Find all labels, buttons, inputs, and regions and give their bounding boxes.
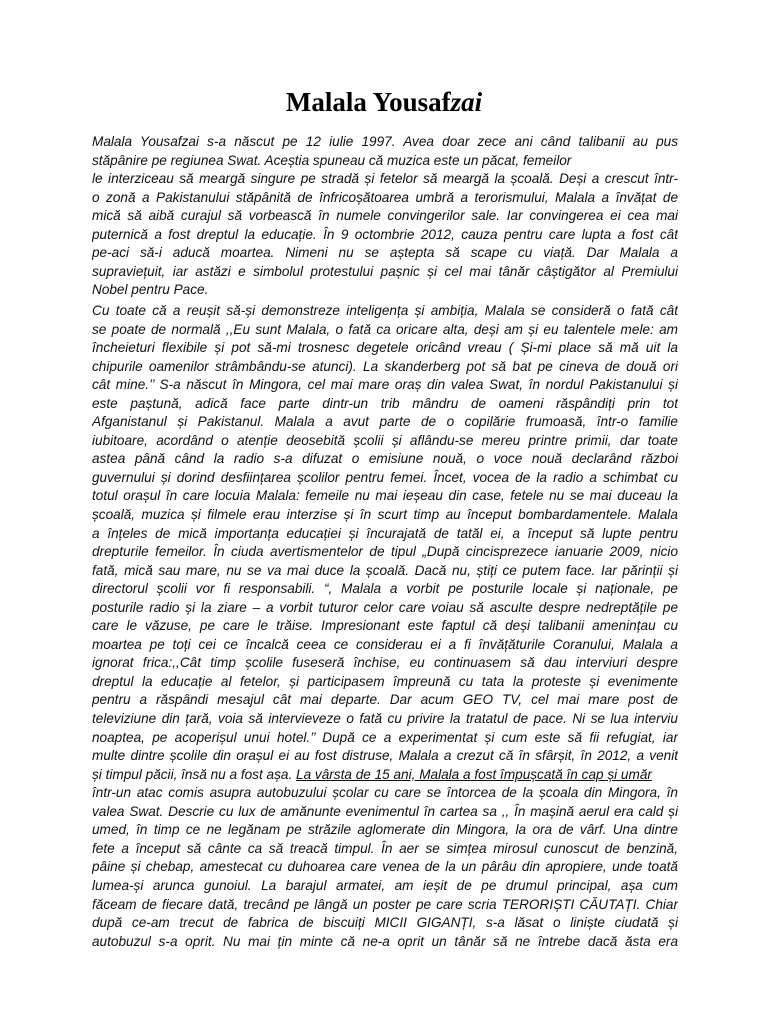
- text-line: valea Swat. Descrie cu lux de amănunte evenimentul în cartea sa ,, În mașină aerul era cald și: [92, 803, 678, 819]
- text-line: Malala Yousafzai s-a născut pe 12 iulie 1997. Avea doar zece ani când talibanii au pus: [92, 134, 678, 149]
- text-line: făceam de fiecare dată, trecând pe lângă un poster pe care scria TERORIȘTI CĂUTAȚI. Chiar: [92, 896, 678, 912]
- text-line: puternică a fost dreptul la educație. În 9 octombrie 2012, cauza pentru care lupta a fost cât: [92, 226, 678, 242]
- text-line: posturile radio și la ziare – a vorbit tuturor celor care voiau să asculte despre nedreptățile pe: [92, 599, 678, 615]
- text-line: stăpânire pe regiunea Swat. Aceștia spuneau că muzica este un păcat, femeilor: [92, 152, 572, 168]
- paragraph-2: [92, 302, 678, 951]
- text-line: care le văzuse, pe care le trăise. Impresionant este faptul că deși talibanii amenințau cu: [92, 618, 678, 634]
- text-line: le interziceau să meargă singure pe stradă și fetelor să meargă la școală. Deși a crescut într-: [92, 171, 678, 187]
- text-line: astea până când la radio s-a difuzat o emisiune nouă, o voce nouă declarând război: [92, 451, 678, 467]
- text-line: dreptul la educație al fetelor, și participasem împreună cu tata la proteste și evenimente: [92, 673, 678, 689]
- text-segment: și timpul păcii, însă nu a fost așa.: [92, 766, 297, 782]
- text-line: guvernului și dorind desființarea școlilor pentru femei. Încet, vocea de la radio a schimbat cu: [92, 469, 678, 485]
- text-line: umed, în timp ce ne legănam pe străzile aglomerate din Mingora, la ora de vârf. Una dintre: [92, 822, 678, 838]
- text-line: mică să aibă curajul să vorbească în numele convingerilor sale. Iar convingerea ei cea mai: [92, 208, 678, 224]
- title-main: Malala Yousaf: [285, 87, 451, 117]
- text-line: iubitoare, acordând o atenție deosebită școlii și aflându-se mereu printre primii, dar toate: [92, 432, 678, 448]
- underlined-text: La vârsta de 15 ani, Malala a fost împușcată în cap și umăr: [296, 766, 652, 782]
- text-line: încheieturi flexibile și pot să-mi trosnesc degetele oricând vreau ( Și-mi place să mă uit la: [92, 340, 678, 356]
- text-line: este paștună, adică face parte dintr-un trib mândru de oameni răspândiți prin tot: [92, 395, 678, 411]
- text-line: Cu toate că a reușit să-și demonstreze inteligența și ambiția, Malala se consideră o fată cât: [92, 303, 678, 318]
- text-line: după ce-am trecut de fabrica de biscuiți MICII GIGANȚI, s-a lăsat o liniște ciudată și: [92, 915, 678, 931]
- text-line: multe dintre școlile din orașul ei au fost distruse, Malala a crezut că în sfârșit, în 2012, a venit: [92, 748, 678, 764]
- text-line: televiziune din țară, voia să intervieveze o fată cu privire la tratatul de pace. Ni se lua interviu: [92, 711, 678, 727]
- text-line: autobuzul s-a oprit. Nu mai țin minte că ne-a oprit un tânăr să ne întrebe dacă ăsta era: [92, 933, 678, 949]
- text-line: se poate de normală ,,Eu sunt Malala, o fată ca oricare alta, deși am și eu talentele mele: am: [92, 321, 678, 337]
- text-line: într-un atac comis asupra autobuzului școlar cu care se întorcea de la școala din Mingora, în: [92, 785, 678, 801]
- text-line: o zonă a Pakistanului stăpânită de înfricoșătoarea umbră a terorismului, Malala a învățat de: [92, 189, 678, 205]
- paragraph-1: [92, 133, 678, 300]
- text-line: lumea-și arunca gunoiul. La barajul armatei, am ieșit de pe drumul principal, așa cum: [92, 877, 678, 893]
- text-line: Nobel pentru Pace.: [92, 282, 209, 298]
- text-line: școală, muzica și filmele erau interzise și în scurt timp au început bombardamentele. Malala: [92, 507, 678, 523]
- text-line: directorul școlii vor fi responsabili. “, Malala a vorbit pe posturile locale și naționale, pe: [92, 581, 678, 597]
- text-line: totul orașul în care locuia Malala: femeile nu mai ieșeau din case, fetele nu se mai duceau la: [92, 488, 678, 504]
- text-line: moartea pe toți cei ce încalcă ceea ce considerau ei a fi învățăturile Coranului, Malala a: [92, 636, 678, 652]
- text-line-with-underline: [92, 766, 678, 785]
- text-line: supraviețuit, iar astăzi e simbolul protestului pașnic și cel mai tânăr câștigător al Premiului: [92, 263, 678, 279]
- text-line: drepturile femeilor. În ciuda avertismentelor de tipul „După cincisprezece ianuarie 2009, nicio: [92, 544, 678, 560]
- text-line: Afganistanul și Pakistanul. Malala a avut parte de o copilărie frumoasă, într-o familie: [92, 414, 678, 430]
- text-line: pe-aci să-i aducă moartea. Nimeni nu se aștepta să scape cu viață. Dar Malala a: [92, 245, 678, 261]
- text-line: noaptea, pe acoperișul unui hotel.’’ După ce a experimentat și cum este să fii refugiat, iar: [92, 729, 678, 745]
- document-title: [0, 86, 768, 118]
- title-italic-suffix: zai: [450, 87, 483, 117]
- text-line: pâine și chebap, amestecat cu duhoarea care venea de la un pârâu din apropiere, unde toată: [92, 859, 678, 875]
- text-line: fată, mică sau mare, nu se va mai duce la școală. Dacă nu, știți ce putem face. Iar părinții și: [92, 562, 678, 578]
- text-line: a înțeles de mică importanța educației și încurajată de tatăl ei, a început să lupte pentru: [92, 525, 678, 541]
- text-line: chipurile oamenilor strâmbându-se atunci). La skanderberg pot să bat pe cineva de două ori: [92, 358, 678, 374]
- text-line: ignorat frica:,,Cât timp școlile fuseseră închise, eu continuasem să dau interviuri despre: [92, 655, 678, 671]
- text-line: pentru a răspândi mesajul cât mai departe. Dar acum GEO TV, cel mai mare post de: [92, 692, 678, 708]
- text-line: fete a început să cânte ca să treacă timpul. În aer se simțea mirosul cunoscut de benzină,: [92, 840, 678, 856]
- text-line: cât mine.’’ S-a născut în Mingora, cel mai mare oraș din valea Swat, în nordul Pakistanului și: [92, 377, 678, 393]
